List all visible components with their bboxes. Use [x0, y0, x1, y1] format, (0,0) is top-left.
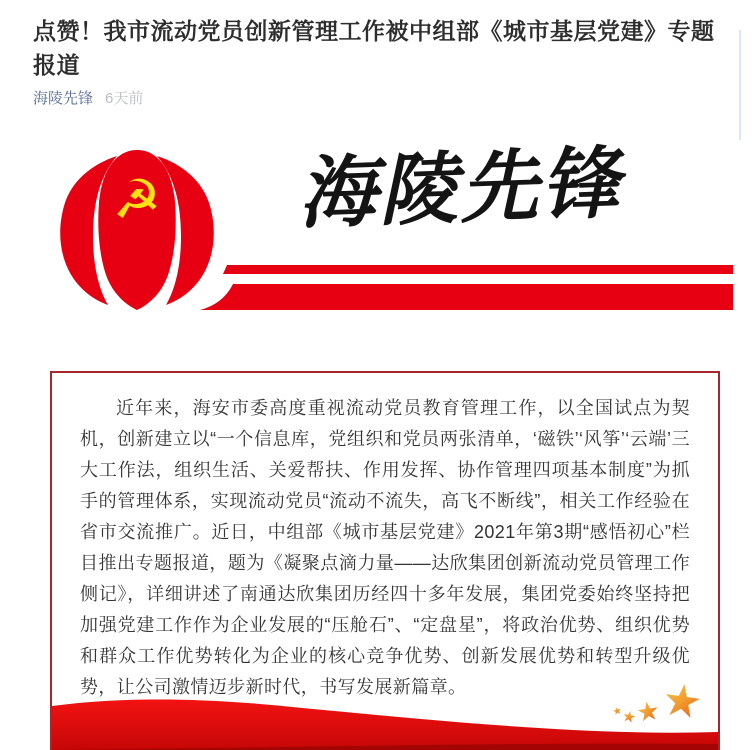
- hammer-sickle-icon: ☭: [112, 168, 162, 231]
- banner-image[interactable]: [0, 125, 756, 360]
- article-paragraph: 近年来，海安市委高度重视流动党员教育管理工作，以全国试点为契机，创新建立以“一个信息库，党组织和党员两张清单，‘磁铁’‘风筝’‘云端’三大工作法，组织生活、关爱帮扶、作用发挥、协作管理四项基本制度”为抓手的管理体系，实现流动党员“流动不流失，高飞不断线”，相关工作经验在省市交流推广。近日，中组部《城市基层党建》2021年第3期“感悟初心”栏目推出专题报道，题为《凝聚点滴力量——达欣集团创新流动党员管理工作侧记》，详细讲述了南通达欣集团历经四十多年发展，集团党委始终坚持把加强党建工作作为企业发展的“压舱石”、“定盘星”，将政治优势、组织优势和群众工作优势转化为企业的核心竞争优势、创新发展优势和转型升级优势，让公司激情迈步新时代，书写发展新篇章。: [80, 398, 690, 697]
- party-logo: [55, 148, 219, 312]
- article-source-link[interactable]: 海陵先锋: [33, 90, 94, 107]
- calligraphy-brand-text: 海陵先锋: [296, 137, 624, 240]
- panel-edge-line: [739, 30, 741, 140]
- article-meta: [33, 90, 143, 108]
- article-title: 点赞！我市流动党员创新管理工作被中组部《城市基层党建》专题报道: [33, 18, 715, 78]
- banner-stripes-decoration: [196, 263, 733, 311]
- article-date: 6天前: [105, 90, 144, 107]
- stars-decoration: [603, 681, 715, 739]
- article-body-box: [50, 371, 720, 750]
